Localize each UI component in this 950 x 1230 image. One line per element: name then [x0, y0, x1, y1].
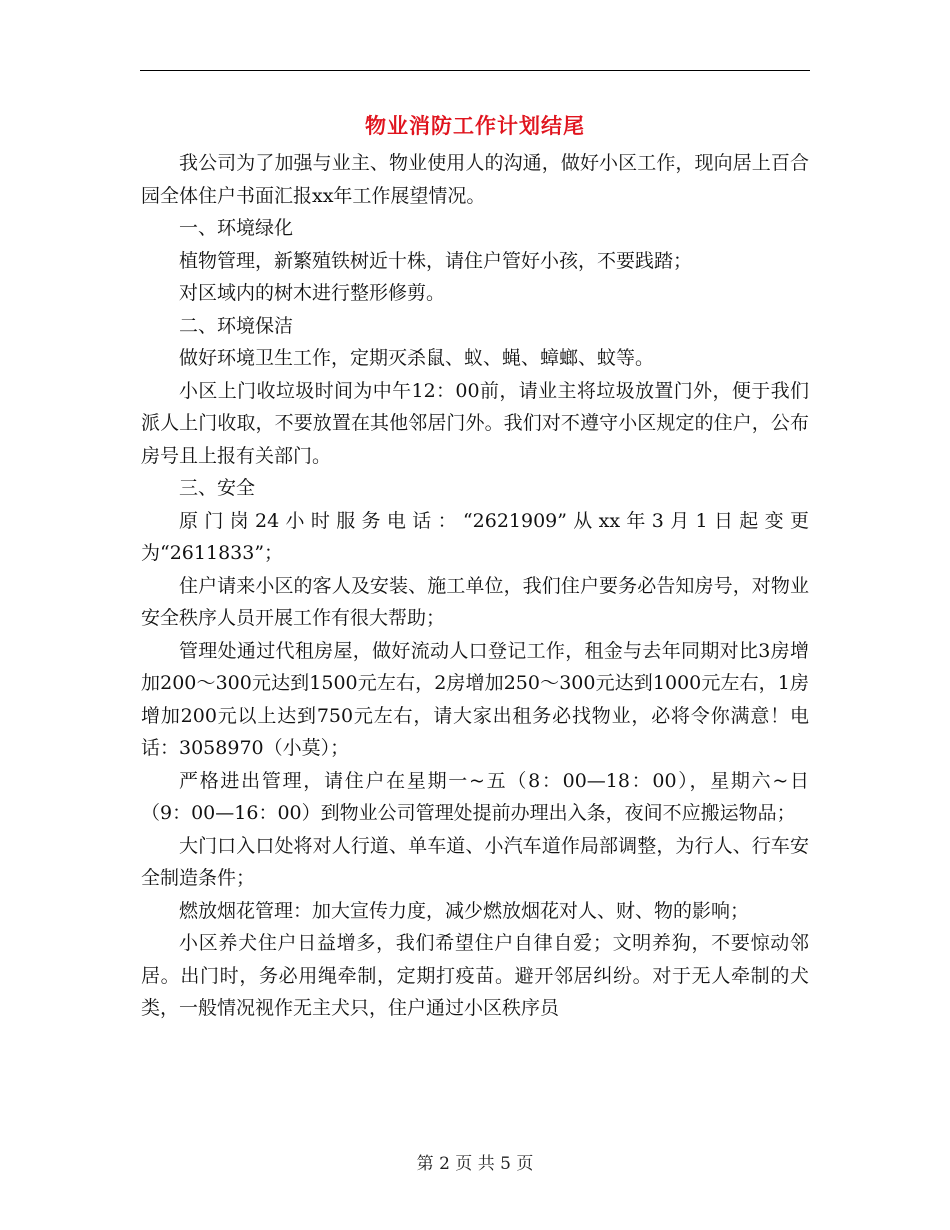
section-heading-greening: 一、环境绿化 [179, 217, 294, 239]
paragraph-rental: 管理处通过代租房屋，做好流动人口登记工作，租金与去年同期对比3房增加200～300元达到1500元左右，2房增加250～300元达到1000元左右，1房增加200元以上达到750元左右，请大家出租务必找物业，必将令你满意！电话：3058970（小莫）； [141, 639, 809, 759]
page-number: 第 2 页 共 5 页 [416, 1154, 534, 1174]
paragraph-intro: 我公司为了加强与业主、物业使用人的沟通，做好小区工作，现向居上百合园全体住户书面汇报xx年工作展望情况。 [141, 152, 809, 207]
paragraph-gate: 大门口入口处将对人行道、单车道、小汽车道作局部调整，为行人、行车安全制造条件； [141, 834, 809, 889]
paragraph-plants: 植物管理，新繁殖铁树近十株，请住户管好小孩，不要践踏； [179, 249, 693, 272]
section-heading-safety: 三、安全 [179, 477, 256, 499]
paragraph-visitors: 住户请来小区的客人及安装、施工单位，我们住户要务必告知房号，对物业安全秩序人员开展工作有很大帮助； [141, 574, 809, 629]
paragraph-dogs: 小区养犬住户日益增多，我们希望住户自律自爱；文明养狗，不要惊动邻居。出门时，务必用绳牵制，定期打疫苗。避开邻居纠纷。对于无人牵制的犬类，一般情况视作无主犬只，住户通过小区秩序员 [141, 932, 809, 1019]
document-body [141, 147, 809, 1025]
document-title: 物业消防工作计划结尾 [365, 113, 585, 138]
paragraph-phone: 原门岗24小时服务电话：“2621909”从xx年3月1日起变更为“2611833”； [141, 509, 809, 564]
paragraph-access: 严格进出管理，请住户在星期一~五（8：00—18：00），星期六~日（9：00—16：00）到物业公司管理处提前办理出入条，夜间不应搬运物品； [141, 769, 809, 824]
paragraph-sanitation: 做好环境卫生工作，定期灭杀鼠、蚁、蝇、蟑螂、蚊等。 [179, 347, 655, 369]
paragraph-fireworks: 燃放烟花管理：加大宣传力度，减少燃放烟花对人、财、物的影响； [179, 899, 750, 922]
paragraph-trees: 对区域内的树木进行整形修剪。 [179, 282, 446, 304]
paragraph-garbage: 小区上门收垃圾时间为中午12：00前，请业主将垃圾放置门外，便于我们派人上门收取，不要放置在其他邻居门外。我们对不遵守小区规定的住户，公布房号且上报有关部门。 [141, 379, 809, 467]
section-heading-cleaning: 二、环境保洁 [179, 314, 294, 337]
header-rule [140, 70, 810, 71]
